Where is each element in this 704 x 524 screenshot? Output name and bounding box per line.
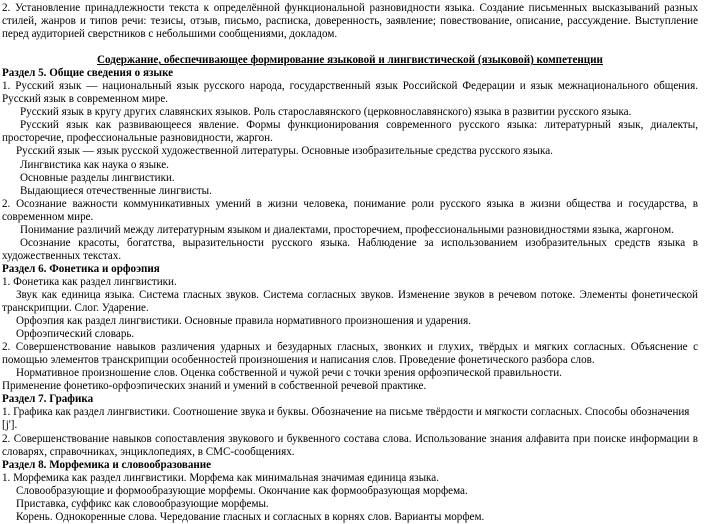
paragraph: Словообразующие и формообразующие морфемы. Окончание как формообразующая морфема. [16,484,468,497]
paragraph: Приставка, суффикс как словообразующие морфемы. [16,497,269,510]
section-heading: Раздел 8. Морфемика и словообразование [2,458,212,471]
paragraph: Понимание различий между литературным языком и диалектами, просторечием, профессиональными разновидностями языка, жаргоном. [20,223,674,236]
paragraph: 2. Осознание важности коммуникативных умений в жизни человека, понимание роли русского языка в жизни общества и государства, в современном мире. [2,197,698,223]
paragraph: Орфоэпия как раздел лингвистики. Основные правила нормативного произношения и ударения. [16,315,471,328]
paragraph: Русский язык как развивающееся явление. Формы функционирования современного русского языка: литературный язык, диалекты, просторечие, профессиональные разновидности, жаргон. [2,119,698,145]
paragraph: Применение фонетико-орфоэпических знаний и умений в собственной речевой практике. [2,380,427,393]
paragraph: Осознание красоты, богатства, выразительности русского языка. Наблюдение за использованием изобразительных средств языка в художественных текстах. [2,236,698,262]
paragraph: Нормативное произношение слов. Оценка собственной и чужой речи с точки зрения орфоэпической правильности. [16,367,562,380]
paragraph: 1. Фонетика как раздел лингвистики. [2,275,177,288]
paragraph: Звук как единица языка. Система гласных звуков. Система согласных звуков. Изменение звуков в речевом потоке. Элементы фонетической транскрипции. Слог. Ударение. [2,288,698,315]
paragraph: Выдающиеся отечественные лингвисты. [20,184,212,197]
paragraph: Корень. Однокоренные слова. Чередование гласных и согласных в корнях слов. Варианты морфем. [16,510,485,523]
content-heading: Содержание, обеспечивающее формирование языковой и лингвистической (языковой) компетенции [97,54,603,67]
paragraph: 1. Графика как раздел лингвистики. Соотношение звука и буквы. Обозначение на письме твёрдости и мягкости согласных. Способы обозначения [j']. [2,406,690,432]
paragraph: 2. Установление принадлежности текста к определённой функциональной разновидности языка. Создание письменных высказываний разных стилей, жанров и типов речи: тезисы, отзыв, письмо, расписка, доверенность, заявление; повествование, описание, рассуждение. Выступление перед аудиторией сверстников с небольшими сообщениями, докладом. [2,2,698,41]
paragraph: Русский язык — язык русской художественной литературы. Основные изобразительные средства русского языка. [16,145,553,158]
paragraph: 1. Морфемика как раздел лингвистики. Морфема как минимальная значимая единица языка. [2,471,439,484]
paragraph: Русский язык в кругу других славянских языков. Роль старославянского (церковнославянского) языка в развитии русского языка. [20,106,632,119]
paragraph: 2. Совершенствование навыков различения ударных и безударных гласных, звонких и глухих, твёрдых и мягких согласных. Объяснение с помощью элементов транскрипции особенностей произношения и написания слов. Проведение фонетического разбора слов. [2,341,698,367]
section-heading: Раздел 7. Графика [2,393,94,406]
paragraph: Орфоэпический словарь. [16,328,135,341]
section-heading: Раздел 5. Общие сведения о языке [2,67,174,80]
paragraph: 1. Русский язык — национальный язык русского народа, государственный язык Российской Федерации и язык межнационального общения. Русский язык в современном мире. [2,80,698,106]
paragraph: Лингвистика как наука о языке. [20,158,169,171]
section-heading: Раздел 6. Фонетика и орфоэпия [2,262,160,275]
paragraph: 2. Совершенствование навыков сопоставления звукового и буквенного состава слова. Использование знания алфавита при поиске информации в словарях, справочниках, энциклопедиях, в СМС-сообщениях. [2,432,698,458]
paragraph: Основные разделы лингвистики. [20,171,175,184]
